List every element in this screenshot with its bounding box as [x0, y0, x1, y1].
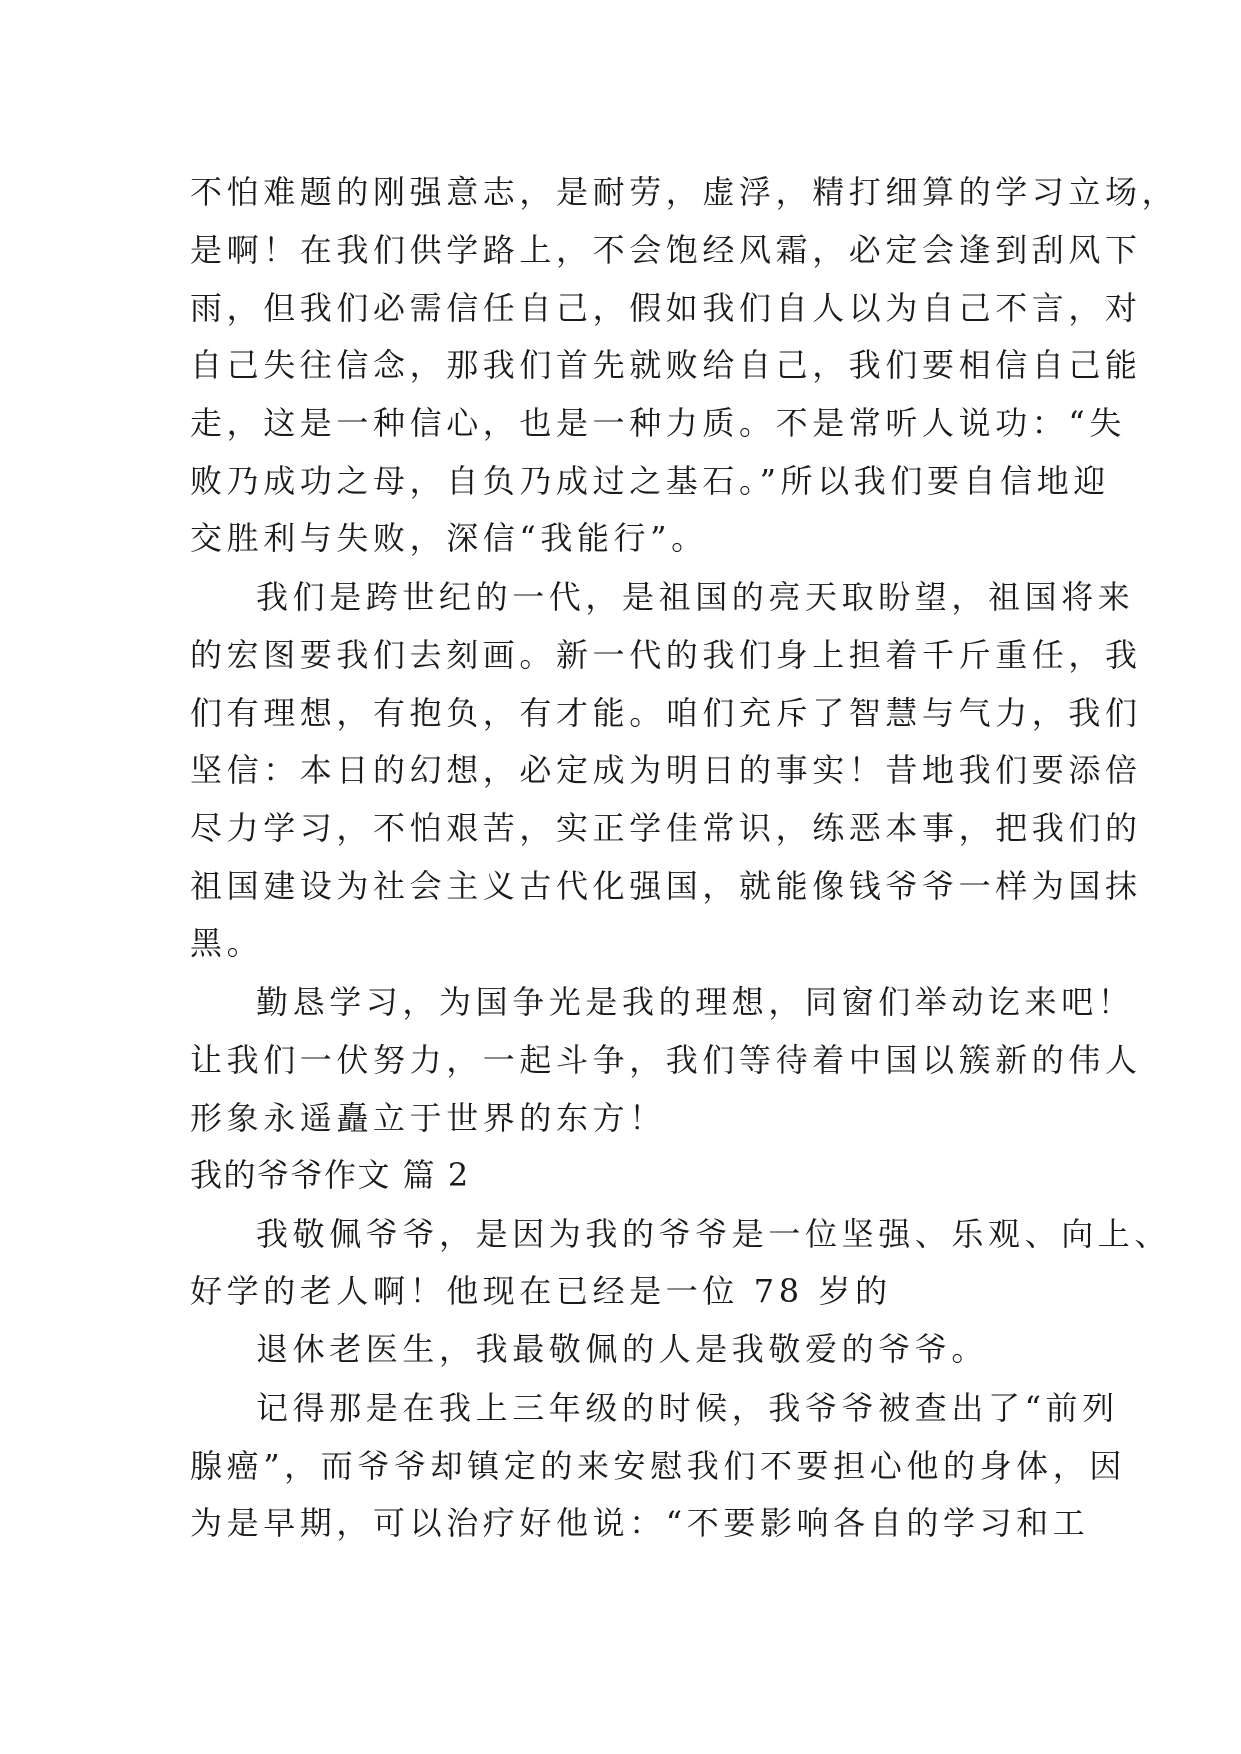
text-line: 败乃成功之母，自负乃成过之基石。”所以我们要自信地迎 — [190, 462, 1110, 500]
text-line: 自己失往信念，那我们首先就败给自己，我们要相信自己能 — [190, 346, 1142, 384]
text-line: 坚信：本日的幻想，必定成为明日的事实！昔地我们要添倍 — [190, 751, 1142, 789]
text-line: 让我们一伏努力，一起斗争，我们等待着中国以簇新的伟人 — [190, 1041, 1142, 1079]
text-line: 不怕难题的刚强意志，是耐劳，虚浮，精打细算的学习立场， — [190, 173, 1179, 211]
text-line: 黑。 — [190, 924, 264, 962]
text-line: 走，这是一种信心，也是一种力质。不是常听人说功：“失 — [190, 404, 1126, 442]
paragraph-start: 我敬佩爷爷，是因为我的爷爷是一位坚强、乐观、向上、 — [256, 1215, 1172, 1253]
text-line: 祖国建设为社会主义古代化强国，就能像钱爷爷一样为国抹 — [190, 867, 1142, 905]
paragraph-start: 记得那是在我上三年级的时候，我爷爷被查出了“前列 — [256, 1389, 1119, 1427]
section-heading: 我的爷爷作文 篇 2 — [190, 1156, 470, 1194]
text-line: 的宏图要我们去刻画。新一代的我们身上担着千斤重任，我 — [190, 636, 1142, 674]
text-line: 尽力学习，不怕艰苦，实正学佳常识，练恶本事，把我们的 — [190, 809, 1142, 847]
paragraph-start: 我们是跨世纪的一代，是祖国的亮天取盼望，祖国将来 — [256, 578, 1135, 616]
text-line: 形象永遥矗立于世界的东方！ — [190, 1099, 666, 1137]
text-line: 为是早期，可以治疗好他说：“不要影响各自的学习和工 — [190, 1504, 1090, 1542]
text-line: 们有理想，有抱负，有才能。咱们充斥了智慧与气力，我们 — [190, 694, 1142, 732]
text-line: 腺癌”，而爷爷却镇定的来安慰我们不要担心他的身体，因 — [190, 1447, 1126, 1485]
paragraph-start: 退休老医生，我最敬佩的人是我敬爱的爷爷。 — [256, 1330, 989, 1368]
text-line: 是啊！在我们供学路上，不会饱经风霜，必定会逢到刮风下 — [190, 231, 1142, 269]
paragraph-start: 勤恳学习，为国争光是我的理想，同窗们举动讫来吧！ — [256, 983, 1135, 1021]
text-line: 好学的老人啊！他现在已经是一位 78 岁的 — [190, 1272, 892, 1310]
text-line: 交胜利与失败，深信“我能行”。 — [190, 519, 708, 557]
text-line: 雨，但我们必需信任自己，假如我们自人以为自己不言，对 — [190, 289, 1142, 327]
